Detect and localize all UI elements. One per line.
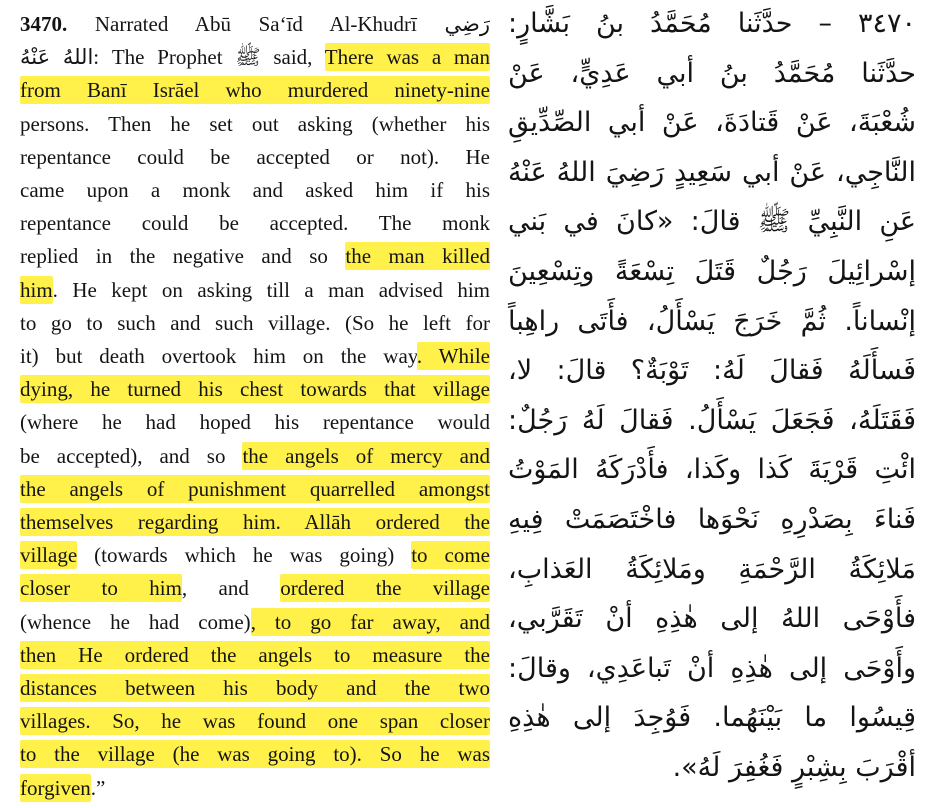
highlighted-text: village [20,543,78,568]
highlighted-text: forgiven [20,775,91,800]
highlighted-text: to come [411,543,491,568]
highlighted-text: to the village (he was going to). So he was [20,742,490,767]
text-segment: .” [90,775,106,800]
english-line [20,142,490,172]
highlighted-text: , to go far away, and [250,609,491,634]
text-segment: it) but death overtook him on the way [20,344,417,368]
arabic-line: فَناءَ بِصَدْرِهِ نَحْوَها فاخْتَصَمَتْ فِيهِ [508,504,916,535]
english-line [20,573,490,603]
english-line [20,374,490,404]
text-segment: to go to such and such village. (So he left for [20,310,490,335]
english-line [20,9,490,39]
arabic-line: عَنِ النَّبِيِّ ﷺ قالَ: «كانَ في بَني [508,206,916,238]
english-line [20,706,490,736]
highlighted-text: the angels of punishment quarrelled amongst [20,476,490,501]
hadith-number: 3470. [20,12,68,36]
arabic-line: إنْساناً. ثُمَّ خَرَجَ يَسْأَلُ، فأَتَى راهِباً [508,305,916,337]
arabic-line: أقْرَبَ بِشِبْرٍ فَغُفِرَ لَهُ». [672,752,916,783]
text-segment: , and [181,576,281,601]
text-segment: came upon a monk and asked him if his [20,178,490,202]
arabic-line: فَقَتَلَهُ، فَجَعَلَ يَسْأَلُ. فَقالَ لَهُ رَجُلٌ: [508,404,916,436]
text-segment: be accepted), and so [20,443,243,468]
highlighted-text: the angels of mercy and [242,443,490,468]
arabic-line: ٣٤٧٠ – حدَّثَنا مُحَمَّدُ بنُ بَشَّارٍ: [508,8,916,39]
english-line [20,42,490,72]
arabic-line: إسْرائِيلَ رَجُلٌ قَتَلَ تِسْعَةً وتِسْعِينَ [508,256,916,287]
highlighted-text: There was a man [324,45,491,70]
highlighted-text: him [20,277,53,302]
text-segment: Narrated Abū Sa‘īd Al-Khudrī رَضِي [94,12,490,36]
arabic-line: ائْتِ قَرْيَةَ كَذا وكَذا، فأَدْرَكَهُ المَوْتُ [508,454,916,486]
arabic-line: النَّاجِي، عَنْ أبي سَعِيدٍ رَضِيَ اللهُ عَنْهُ [508,156,916,188]
highlighted-text: ordered the village [280,576,490,601]
text-segment: (towards which he was going) [77,543,412,568]
text-segment: اللهُ عَنْهُ: The Prophet ﷺ said, [20,45,325,70]
english-line [20,308,490,338]
highlighted-text: then He ordered the angels to measure the [20,642,490,667]
highlighted-text: from Banī Isrāel who murdered ninety-nine [20,78,490,103]
highlighted-text: dying, he turned his chest towards that village [20,377,490,402]
highlighted-text: . While [416,344,490,368]
english-line [20,175,490,205]
arabic-line: مَلائِكَةُ الرَّحْمَةِ ومَلائِكَةُ العَذابِ، [508,553,916,585]
highlighted-text: distances between his body and the two [20,676,490,700]
english-line [20,607,490,637]
english-line [20,109,490,139]
arabic-line: قِيسُوا ما بَيْنَهُما. فَوُجِدَ إلى هٰذِهِ [508,702,916,734]
english-line [20,507,490,537]
english-line [20,739,490,769]
english-line [20,441,490,471]
english-line [20,341,490,371]
arabic-line: حدَّثَنا مُحَمَّدُ بنُ أبي عَدِيٍّ، عَنْ [508,57,916,89]
arabic-line: شُعْبَةَ، عَنْ قَتادَةَ، عَنْ أبي الصِّدِّيقِ [508,107,916,139]
english-line [20,208,490,238]
english-line [20,474,490,504]
highlighted-text: the man killed [345,244,490,269]
arabic-line: فَسأَلَهُ فَقالَ لَهُ: تَوْبَةٌ؟ قالَ: لا، [508,355,916,387]
english-line [20,241,490,271]
highlighted-text: themselves regarding him. Allāh ordered the [20,510,490,534]
arabic-line: فأَوْحَى اللهُ إلى هٰذِهِ أنْ تَقَرَّبي، [508,603,916,635]
english-line [20,540,490,570]
english-line [20,640,490,670]
text-segment: repentance could be accepted. The monk [20,211,490,236]
text-segment: (whence he had come) [20,609,251,634]
english-line [20,407,490,437]
highlighted-text: closer to him [20,576,182,601]
english-line [20,75,490,105]
arabic-line: وأَوْحَى إلى هٰذِهِ أنْ تَباعَدِي، وقالَ: [508,652,916,684]
text-segment: replied in the negative and so [20,244,346,269]
text-segment: . He kept on asking till a man advised him [52,277,490,302]
text-segment: (where he had hoped his repentance would [20,410,490,435]
text-segment: persons. Then he set out asking (whether his [20,111,490,136]
english-line [20,275,490,305]
english-line [20,673,490,703]
highlighted-text: villages. So, he was found one span closer [20,709,490,734]
english-line [20,773,490,803]
text-segment: repentance could be accepted or not). He [20,144,490,169]
